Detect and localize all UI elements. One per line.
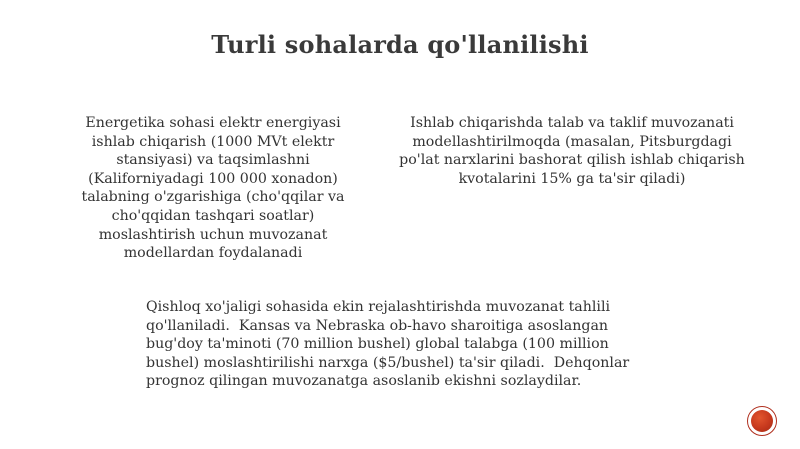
manufacturing-text-block: Ishlab chiqarishda talab va taklif muvozanati modellashtirilmoqda (masalan, Pitsburgdagi po'lat narxlarini bashorat qilish ishlab chiqarish kvotalarini 15% ga ta'sir qiladi) (399, 115, 745, 187)
circle-button-icon (751, 410, 773, 432)
slide-title: Turli sohalarda qo'llanilishi (211, 30, 589, 59)
energy-text-block: Energetika sohasi elektr energiyasi ishlab chiqarish (1000 MVt elektr stansiyasi) va taqsimlashni (Kaliforniyadagi 100 000 xonadon) talabning o'zgarishiga (cho'qqilar va cho'qqidan tashqari soatlar) moslashtirish uchun muvozanat modellardan foydalanadi (81, 115, 345, 262)
slide-nav-button[interactable] (747, 406, 777, 436)
agriculture-text-block: Qishloq xo'jaligi sohasida ekin rejalashtirishda muvozanat tahlili qo'llaniladi. Kansas va Nebraska ob-havo sharoitiga asoslangan bug'doy ta'minoti (70 million bushel) global talabga (100 million bushel) moslashtirilishi narxga ($5/bushel) ta'sir qiladi. Dehqonlar prognoz qilingan muvozanatga asoslanib ekishni sozlaydilar. (146, 299, 634, 390)
